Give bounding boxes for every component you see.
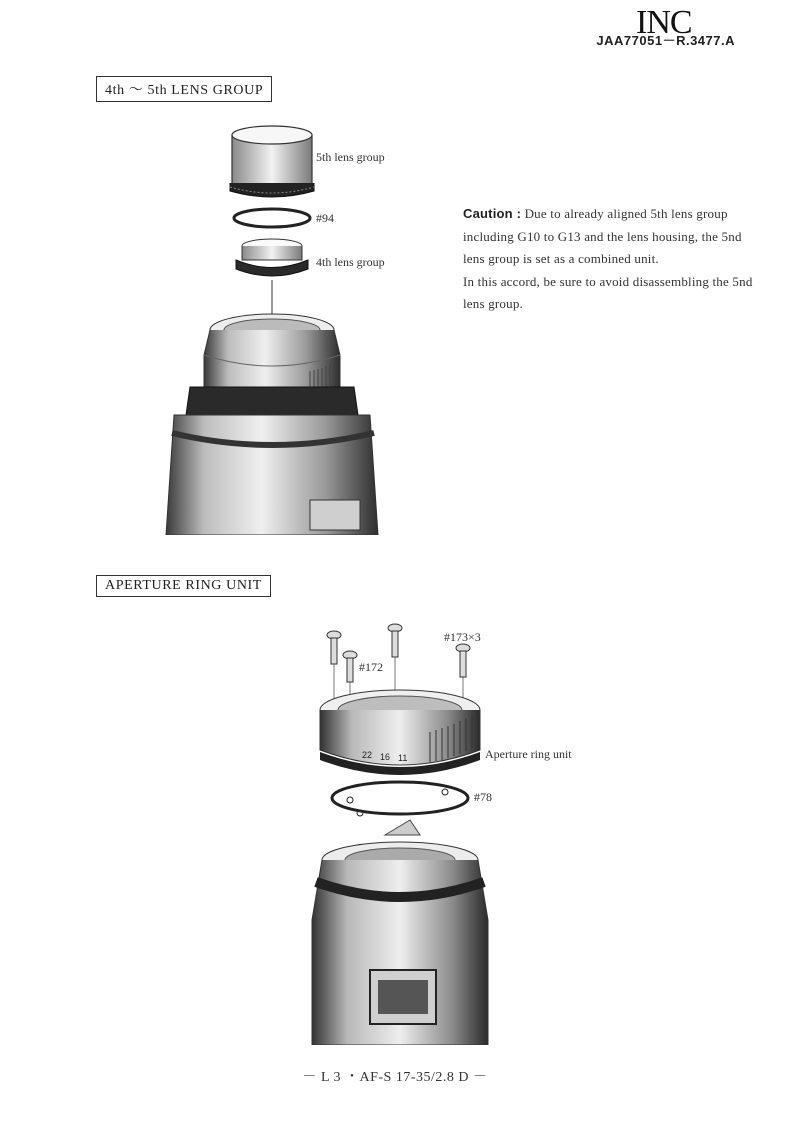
screw-173-c [456, 644, 470, 677]
inc-stamp: INC [636, 4, 692, 41]
page-footer: － L 3 ・AF-S 17-35/2.8 D － [302, 1070, 488, 1085]
screw-172 [343, 651, 357, 682]
aperture-ring-exploded-figure [300, 620, 500, 1045]
section-title-lens-group: 4th ～ 5th LENS GROUP [96, 76, 272, 102]
document-code: JAA77051－R.3477.A [596, 33, 735, 48]
ring-94-part [234, 209, 310, 227]
screw-173-a [327, 631, 341, 664]
part-94-label: #94 [316, 211, 334, 225]
plate-78-part [332, 782, 468, 816]
caution-text-1: Due to already aligned 5th lens group including G10 to G13 and the lens housing, the 5nd lens group is set as a combined unit. [463, 206, 742, 266]
part-173-label: #173×3 [444, 630, 481, 644]
fifth-lens-group-label: 5th lens group [316, 150, 385, 164]
ring-number-16: 16 [380, 752, 391, 762]
caution-text-2: In this accord, be sure to avoid disassembling the 5nd lens group. [463, 273, 753, 311]
fourth-lens-group-label: 4th lens group [316, 255, 385, 269]
section-title-aperture-ring: APERTURE RING UNIT [96, 575, 271, 597]
part-172-label: #172 [359, 660, 383, 674]
lens-body-part [166, 314, 378, 535]
ring-number-22: 22 [362, 750, 373, 760]
aperture-ring-unit-part [320, 690, 480, 775]
ring-number-11: 11 [398, 753, 408, 763]
lens-group-exploded-figure [160, 115, 420, 535]
caution-note [463, 203, 763, 316]
aperture-ring-unit-label: Aperture ring unit [485, 747, 572, 761]
screw-173-b [388, 624, 402, 657]
part-78-label: #78 [474, 790, 492, 804]
caution-lead: Caution : [463, 206, 522, 221]
fourth-lens-group-part [236, 239, 308, 276]
lens-body-lower-part [312, 842, 488, 1045]
fifth-lens-group-part [230, 126, 314, 197]
